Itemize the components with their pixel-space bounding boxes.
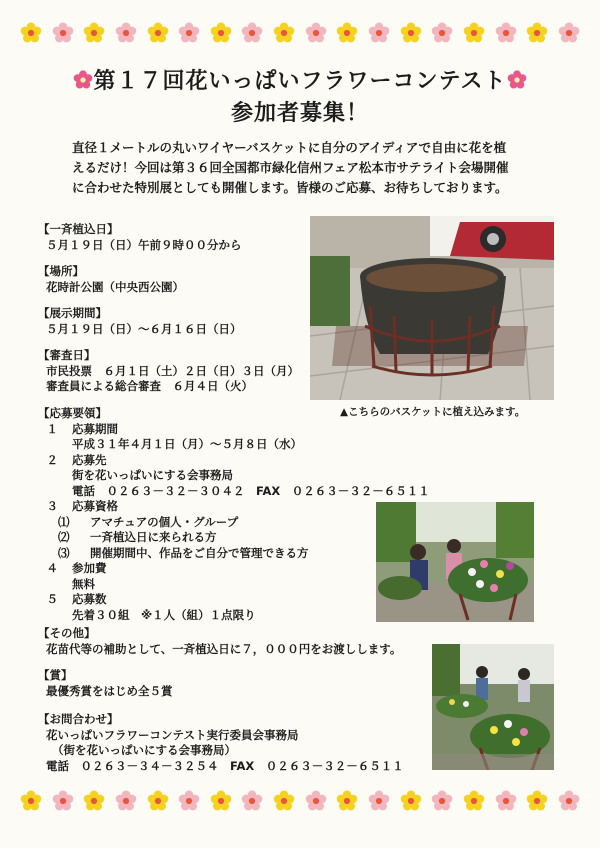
yellow-flower-icon: [400, 790, 422, 812]
yellow-flower-icon: [463, 790, 485, 812]
section-contact: 【お問合わせ】 花いっぱいフラワーコンテスト実行委員会事務局 （街を花いっぱいにする会事務局） 電話 ０２６３－３４－３２５４ FAX ０２６３－３２－６５１１: [38, 712, 404, 773]
section-venue: 【場所】 花時計公園（中央西公園）: [38, 264, 184, 294]
bottom-flower-border: [20, 788, 580, 814]
yellow-flower-icon: [83, 790, 105, 812]
pink-flower-icon: [431, 790, 453, 812]
yellow-flower-icon: [526, 22, 548, 44]
yellow-flower-icon: [273, 790, 295, 812]
photo-caption: ▲こちらのバスケットに植え込みます。: [340, 406, 526, 418]
pink-flower-icon: [241, 22, 263, 44]
list-item: ２ 応募先: [46, 452, 107, 467]
qualification-item: ⑶ 開催期間中、作品をご自分で管理できる方: [58, 545, 309, 560]
yellow-flower-icon: [83, 22, 105, 44]
yellow-flower-icon: [20, 22, 42, 44]
section-exhibition-period: 【展示期間】 ５月１９日（日）～６月１６日（日）: [38, 306, 242, 336]
pink-flower-icon: [495, 790, 517, 812]
section-planting-day: 【一斉植込日】 ５月１９日（日）午前９時００分から: [38, 222, 242, 252]
yellow-flower-icon: [210, 22, 232, 44]
pink-flower-icon: [52, 790, 74, 812]
yellow-flower-icon: [336, 790, 358, 812]
basket-photo: [310, 216, 554, 400]
finished-baskets-photo: [432, 644, 554, 770]
pink-flower-icon: [178, 790, 200, 812]
pink-flower-icon: [558, 22, 580, 44]
pink-flower-icon: [52, 22, 74, 44]
yellow-flower-icon: [526, 790, 548, 812]
page-subtitle: 参加者募集！: [230, 101, 369, 126]
section-other: 【その他】 花苗代等の補助として、一斉植込日に７，０００円をお渡しします。: [38, 626, 402, 656]
top-flower-border: [20, 20, 580, 46]
yellow-flower-icon: [336, 22, 358, 44]
pink-flower-icon: [241, 790, 263, 812]
pink-flower-icon: [115, 790, 137, 812]
section-application-guidelines: 【応募要領】 １ 応募期間 平成３１年４月１日（月）～５月８日（水） ２ 応募先 街を花いっぱいにする会事務局 電話 ０２６３－３２－３０４２ FAX ０２６３－３２－６５１１ ３ 応募資格 ⑴ アマチュアの個人・グループ ⑵ 一斉植込日に来られる方 ⑶ 開催期間中、作品をご自分で管理できる方 ４ 参加費 無料 ５ 応募数 先着３０組 ※１人（組）１点限り: [38, 406, 430, 622]
list-item: １ 応募期間: [46, 421, 118, 436]
yellow-flower-icon: [20, 790, 42, 812]
yellow-flower-icon: [400, 22, 422, 44]
planting-event-photo: [376, 502, 534, 622]
pink-flower-icon: [431, 22, 453, 44]
pink-flower-icon: [507, 70, 527, 90]
list-item: ４ 参加費: [46, 561, 107, 575]
pink-flower-icon: [178, 22, 200, 44]
pink-flower-icon: [368, 790, 390, 812]
pink-flower-icon: [368, 22, 390, 44]
qualification-item: ⑵ 一斉植込日に来られる方: [58, 530, 217, 544]
pink-flower-icon: [558, 790, 580, 812]
pink-flower-icon: [115, 22, 137, 44]
yellow-flower-icon: [273, 22, 295, 44]
list-item: ３ 応募資格: [46, 499, 118, 513]
pink-flower-icon: [73, 70, 93, 90]
pink-flower-icon: [305, 790, 327, 812]
pink-flower-icon: [305, 22, 327, 44]
intro-text: 直径１メートルの丸いワイヤーバスケットに自分のアイディアで自由に花を植 えるだけ！今回は第３６回全国都市緑化信州フェア松本市サテライト会場開催 に合わせた特別展としても開催します。皆様のご応募、お待ちしております。: [72, 140, 509, 195]
list-item: ５ 応募数: [46, 592, 107, 606]
yellow-flower-icon: [463, 22, 485, 44]
yellow-flower-icon: [210, 790, 232, 812]
page-title: 第１７回花いっぱいフラワーコンテスト: [0, 64, 600, 95]
section-judging-day: 【審査日】 市民投票 ６月１日（土）２日（日）３日（月） 審査員による総合審査 ６月４日（火）: [38, 348, 299, 393]
section-prize: 【賞】 最優秀賞をはじめ全５賞: [38, 668, 173, 698]
yellow-flower-icon: [147, 790, 169, 812]
qualification-item: ⑴ アマチュアの個人・グループ: [58, 514, 239, 529]
pink-flower-icon: [495, 22, 517, 44]
yellow-flower-icon: [147, 22, 169, 44]
